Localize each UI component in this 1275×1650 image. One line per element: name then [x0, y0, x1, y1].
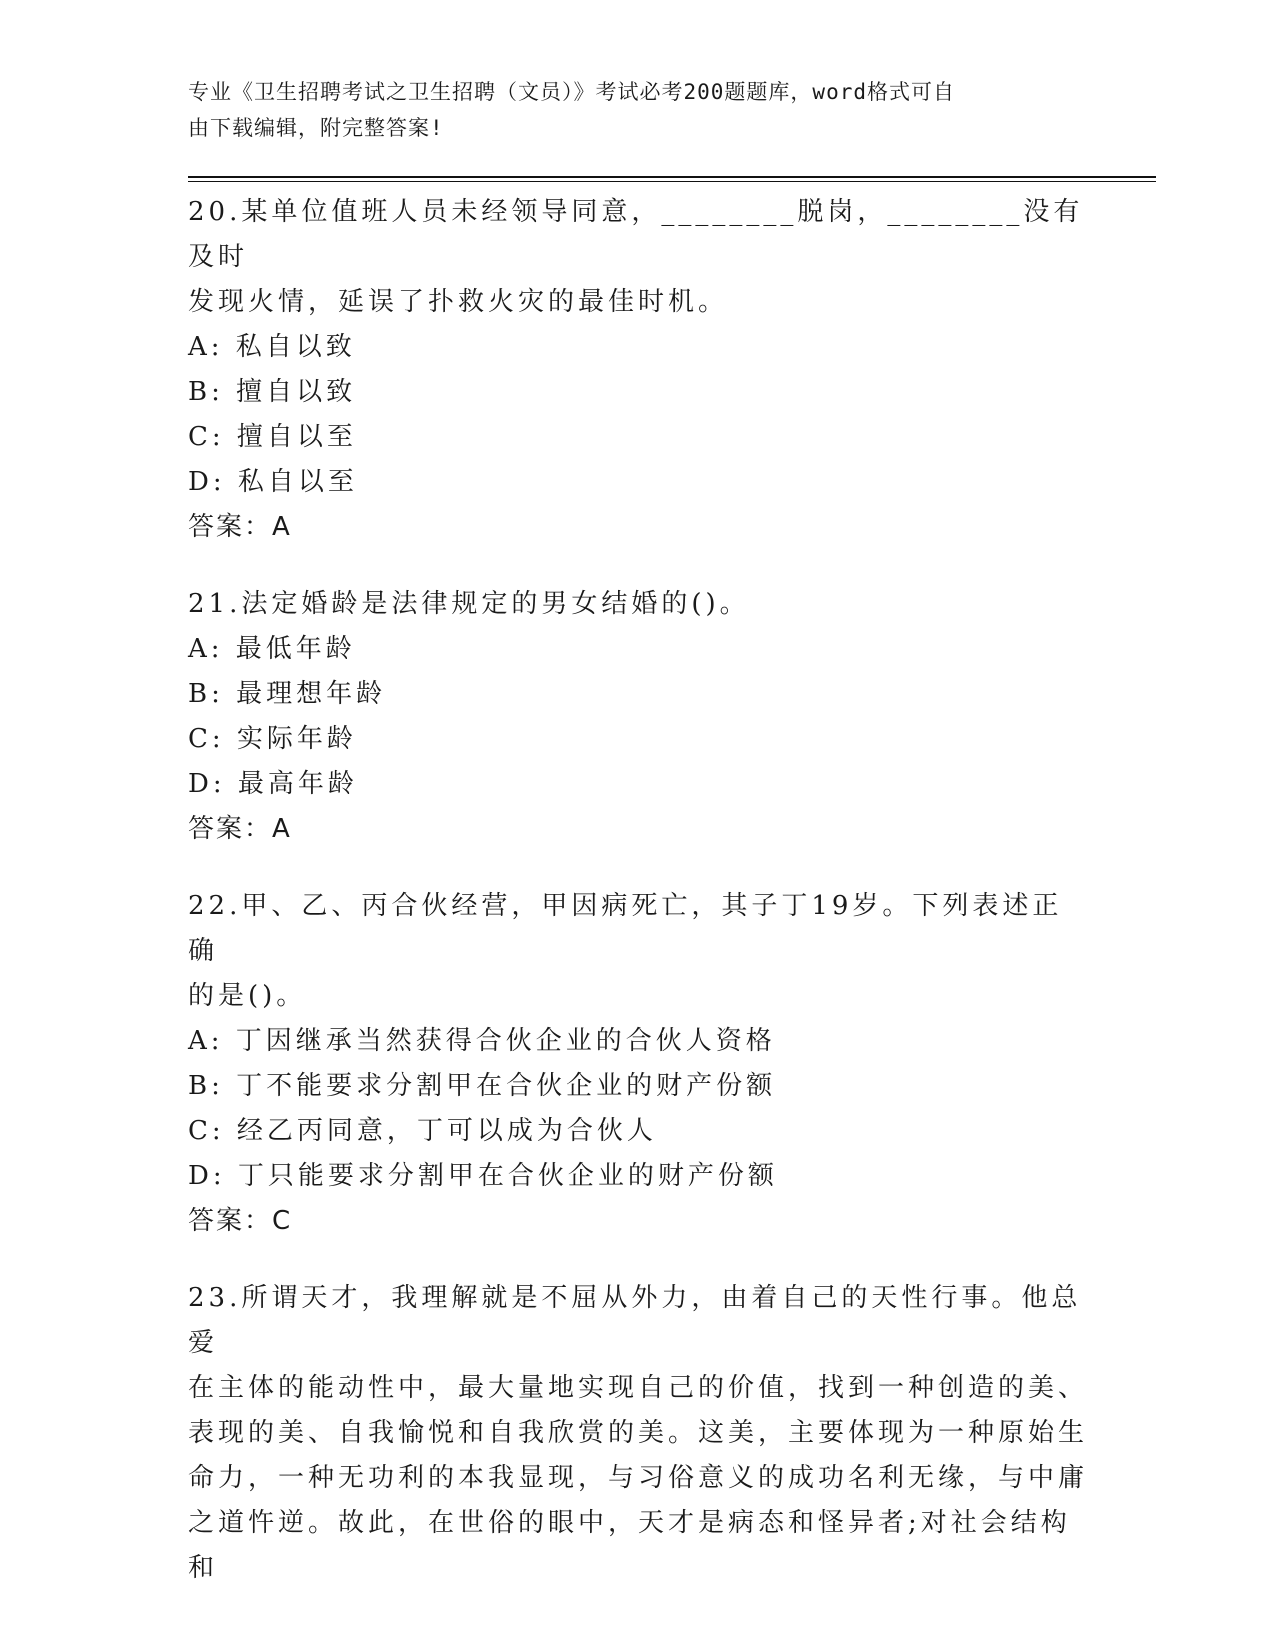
question-stem-line: 之道忤逆。故此，在世俗的眼中，天才是病态和怪异者;对社会结构和 [188, 1508, 1071, 1583]
option-b: B: 丁不能要求分割甲在合伙企业的财产份额 [188, 1071, 777, 1101]
option-c: C: 擅自以至 [188, 422, 357, 452]
question-stem-line: 发现火情，延误了扑救火灾的最佳时机。 [188, 287, 729, 317]
option-a: A: 最低年龄 [188, 634, 356, 664]
answer-line: 答案：A [188, 512, 292, 542]
question-stem-line: 命力，一种无功利的本我显现，与习俗意义的成功名利无缘，与中庸 [188, 1463, 1089, 1493]
option-d: D: 最高年龄 [188, 769, 358, 799]
option-a: A: 丁因继承当然获得合伙企业的合伙人资格 [188, 1026, 776, 1056]
question-stem-line: 表现的美、自我愉悦和自我欣赏的美。这美，主要体现为一种原始生 [188, 1418, 1089, 1448]
option-a: A: 私自以致 [188, 332, 356, 362]
option-c: C: 实际年龄 [188, 724, 357, 754]
option-d: D: 私自以至 [188, 467, 358, 497]
answer-line: 答案：C [188, 1206, 293, 1236]
header-divider-thin [188, 181, 1156, 182]
question-22 [188, 884, 1088, 1244]
option-b: B: 最理想年龄 [188, 679, 387, 709]
question-20 [188, 190, 1088, 550]
question-21 [188, 582, 1088, 852]
document-header [188, 74, 1068, 146]
answer-line: 答案：A [188, 814, 292, 844]
question-23 [188, 1276, 1088, 1591]
question-stem-line: 23.所谓天才，我理解就是不屈从外力，由着自己的天性行事。他总爱 [188, 1283, 1082, 1358]
question-stem-line: 21.法定婚龄是法律规定的男女结婚的()。 [188, 589, 750, 619]
option-d: D: 丁只能要求分割甲在合伙企业的财产份额 [188, 1161, 778, 1191]
question-list [188, 190, 1088, 1623]
header-line-2: 由下载编辑，附完整答案! [188, 116, 444, 140]
option-c: C: 经乙丙同意，丁可以成为合伙人 [188, 1116, 657, 1146]
question-stem-line: 的是()。 [188, 981, 307, 1011]
header-line-1: 专业《卫生招聘考试之卫生招聘（文员）》考试必考200题题库，word格式可自 [188, 80, 955, 104]
header-divider-thick [188, 176, 1156, 178]
question-stem-line: 20.某单位值班人员未经领导同意，________脱岗，________没有及时 [188, 197, 1084, 272]
question-stem-line: 22.甲、乙、丙合伙经营，甲因病死亡，其子丁19岁。下列表述正确 [188, 891, 1063, 966]
option-b: B: 擅自以致 [188, 377, 357, 407]
question-stem-line: 在主体的能动性中，最大量地实现自己的价值，找到一种创造的美、 [188, 1373, 1089, 1403]
